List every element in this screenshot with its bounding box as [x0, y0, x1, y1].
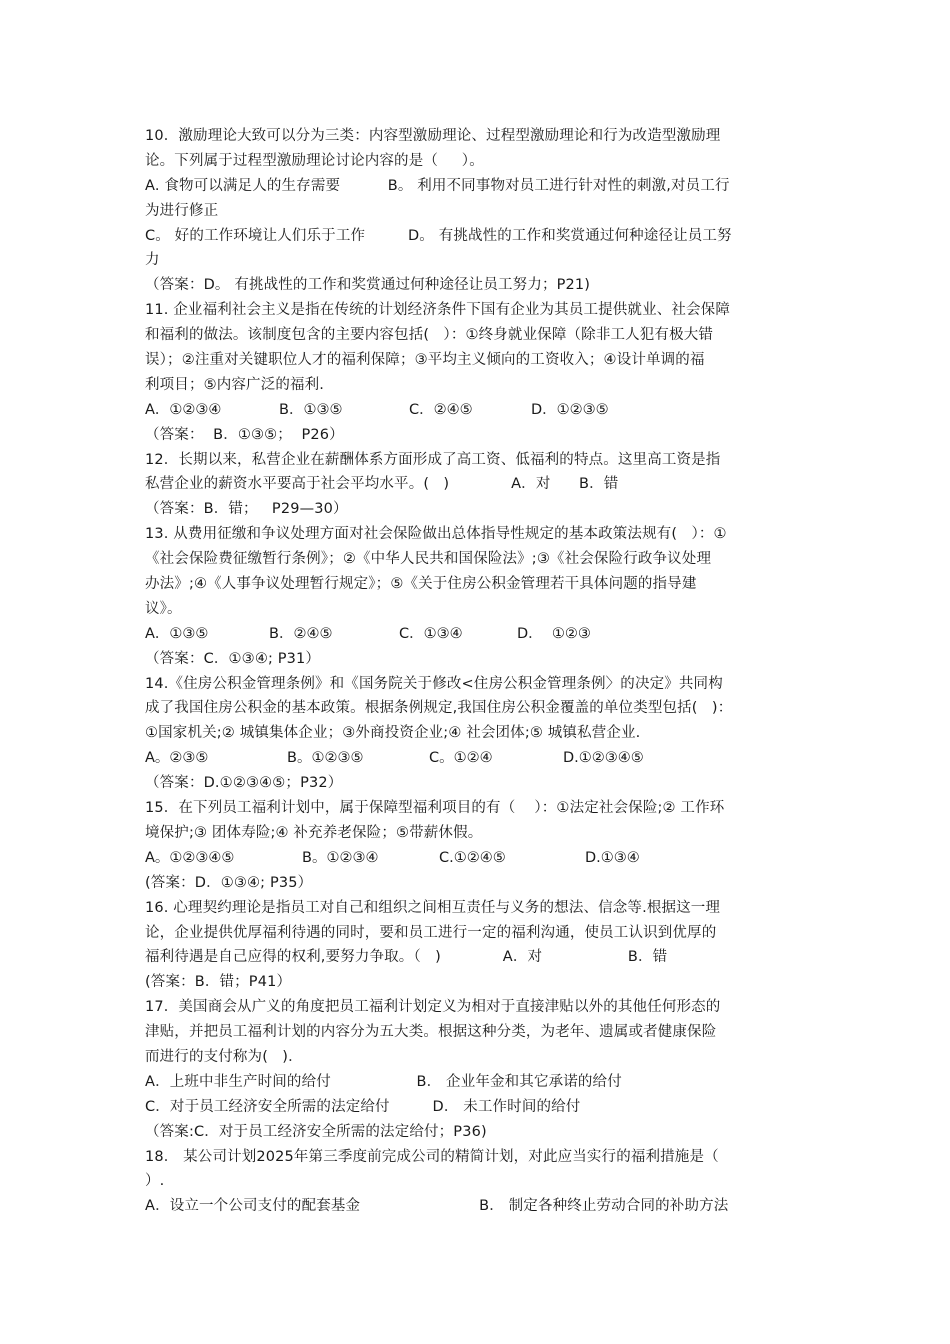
question-text: 而进行的支付称为( )． — [145, 1048, 303, 1065]
question-text: ）. — [145, 1173, 165, 1190]
options-row — [145, 846, 813, 871]
answer-line: (答案：B．错；P41） — [145, 974, 292, 991]
question-text: 议》。 — [145, 600, 182, 617]
question-text: 办法》;④《人事争议处理暂行规定》；⑤《关于住房公积金管理若干具体问题的指导建 — [145, 576, 697, 593]
question-text: 15．在下列员工福利计划中，属于保障型福利项目的有（ ）：①法定社会保险;② 工作环 — [145, 800, 725, 817]
answer-line: （答案：D.①②③④⑤；P32） — [145, 775, 343, 792]
question-text: 16. 心理契约理论是指员工对自己和组织之间相互责任与义务的想法、信念等.根据这一理 — [145, 899, 721, 916]
question-text: 津贴，并把员工福利计划的内容分为五大类。根据这种分类，为老年、遗属或者健康保险 — [145, 1024, 717, 1041]
question-15 — [145, 796, 813, 896]
question-text: 12．长期以来，私营企业在薪酬体系方面形成了高工资、低福利的特点。这里高工资是指 — [145, 451, 721, 468]
question-10 — [145, 124, 813, 298]
question-text: 10．激励理论大致可以分为三类：内容型激励理论、过程型激励理论和行为改造型激励理 — [145, 128, 721, 144]
question-text: 11. 企业福利社会主义是指在传统的计划经济条件下国有企业为其员工提供就业、社会保障 — [145, 302, 730, 319]
question-text: 利项目；⑤内容广泛的福利. — [145, 376, 325, 393]
option-b: B。①②③⑤ — [287, 750, 364, 767]
question-text: 17．美国商会从广义的角度把员工福利计划定义为相对于直接津贴以外的其他任何形态的 — [145, 999, 721, 1016]
options-row — [145, 622, 813, 647]
option-a: A。②③⑤ — [145, 750, 209, 767]
option-c: C。①②④ — [429, 750, 493, 767]
option-d: D． ①②③ — [517, 625, 591, 642]
option-b: B。①②③④ — [302, 849, 379, 866]
option-line: C。 好的工作环境让人们乐于工作 D。 有挑战性的工作和奖赏通过何种途径让员工努 — [145, 227, 732, 244]
option-d: D．①②③⑤ — [531, 401, 609, 418]
question-text: 18． 某公司计划2025年第三季度前完成公司的精简计划，对此应当实行的福利措施是（ — [145, 1148, 719, 1165]
option-b: B．①③⑤ — [279, 401, 343, 418]
question-14 — [145, 672, 813, 796]
option-a: A．①③⑤ — [145, 625, 209, 642]
option-c: C．①③④ — [399, 625, 463, 642]
answer-line: （答案：C．①③④; P31） — [145, 650, 321, 667]
question-13 — [145, 522, 813, 671]
question-text: 成了我国住房公积金的基本政策。根据条例规定,我国住房公积金覆盖的单位类型包括( )： — [145, 700, 733, 717]
answer-line: （答案：B．错； P29—30） — [145, 501, 348, 518]
option-line: 为进行修正 — [145, 202, 219, 219]
question-text: 《社会保险费征缴暂行条例》；②《中华人民共和国保险法》;③《社会保险行政争议处理 — [145, 551, 712, 568]
question-text: 误）；②注重对关键职位人才的福利保障；③平均主义倾向的工资收入；④设计单调的福 — [145, 352, 705, 369]
option-a: A．①②③④ — [145, 401, 222, 418]
option-c: C.①②④⑤ — [439, 849, 506, 866]
question-text: 境保护;③ 团体寿险;④ 补充养老保险；⑤带薪休假。 — [145, 824, 483, 841]
option-d: D.①③④ — [585, 849, 640, 866]
question-17 — [145, 995, 813, 1144]
question-text: 13. 从费用征缴和争议处理方面对社会保险做出总体指导性规定的基本政策法规有( ）：① — [145, 526, 727, 543]
answer-line: （答案:C．对于员工经济安全所需的法定给付；P36) — [145, 1123, 487, 1140]
question-18 — [145, 1145, 813, 1220]
answer-line: （答案： B．①③⑤； P26） — [145, 426, 344, 443]
option-d: D.①②③④⑤ — [563, 750, 644, 767]
option-b: B．②④⑤ — [269, 625, 333, 642]
option-line: A. 食物可以满足人的生存需要 B。 利用不同事物对员工进行针对性的刺激,对员工行 — [145, 177, 730, 194]
question-11 — [145, 298, 813, 447]
option-line: C．对于员工经济安全所需的法定给付 D． 未工作时间的给付 — [145, 1098, 581, 1115]
question-text: 福利待遇是自己应得的权利,要努力争取。（ ) A．对 B．错 — [145, 949, 668, 966]
answer-line: (答案：D．①③④; P35） — [145, 874, 313, 891]
option-line: A．设立一个公司支付的配套基金 B． 制定各种终止劳动合同的补助方法 — [145, 1198, 729, 1215]
option-line: A．上班中非生产时间的给付 B． 企业年金和其它承诺的给付 — [145, 1073, 622, 1090]
question-text: 和福利的做法。该制度包含的主要内容包括( ）：①终身就业保障（除非工人犯有极大错 — [145, 327, 714, 344]
question-text: 14.《住房公积金管理条例》和《国务院关于修改<住房公积金管理条例〉的决定》共同构 — [145, 675, 723, 692]
document-page — [145, 124, 813, 1219]
question-12 — [145, 448, 813, 523]
question-text: ①国家机关;② 城镇集体企业；③外商投资企业;④ 社会团体;⑤ 城镇私营企业. — [145, 725, 641, 742]
option-a: A。①②③④⑤ — [145, 849, 235, 866]
question-text: 论。下列属于过程型激励理论讨论内容的是（ ）。 — [145, 152, 484, 169]
option-c: C．②④⑤ — [409, 401, 473, 418]
question-text: 论，企业提供优厚福利待遇的同时，要和员工进行一定的福利沟通，使员工认识到优厚的 — [145, 924, 717, 941]
options-row — [145, 746, 813, 771]
option-line: 力 — [145, 252, 160, 269]
options-row — [145, 398, 813, 423]
question-text: 私营企业的薪资水平要高于社会平均水平。( ) A．对 B．错 — [145, 476, 619, 493]
answer-line: （答案：D。 有挑战性的工作和奖赏通过何种途径让员工努力；P21) — [145, 277, 591, 294]
question-16 — [145, 896, 813, 996]
